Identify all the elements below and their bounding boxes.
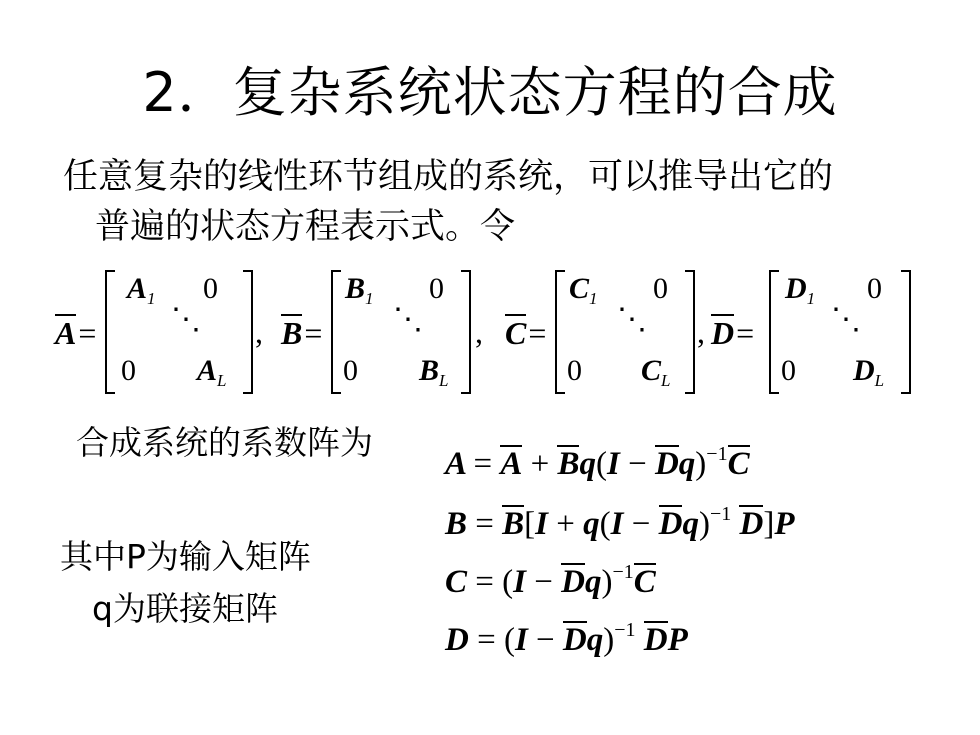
matrix-d-zero-top: 0 bbox=[867, 272, 882, 305]
matrix-c-zero-bottom: 0 bbox=[567, 354, 582, 387]
matrix-a-zero-top: 0 bbox=[203, 272, 218, 305]
intro-line-1: 任意复杂的线性环节组成的系统，可以推导出它的 bbox=[63, 157, 834, 197]
intro-line-2: 普遍的状态方程表示式。令 bbox=[95, 207, 516, 247]
intro-text bbox=[63, 152, 833, 252]
matrix-c bbox=[555, 262, 695, 402]
formula-b: $B = B[I + q(I - Dq)^{-1}$ D]P bbox=[445, 503, 795, 542]
matrix-b-separator: , bbox=[475, 314, 483, 350]
matrix-c-lhs: C= bbox=[505, 315, 547, 351]
connection-matrix-label: q为联接矩阵 bbox=[92, 589, 278, 628]
matrix-a-separator: , bbox=[255, 314, 263, 350]
matrix-c-separator: , bbox=[697, 314, 705, 350]
matrix-b-ddots: ⋱ bbox=[393, 302, 423, 337]
matrix-definitions bbox=[55, 262, 925, 402]
matrix-d-ddots: ⋱ bbox=[831, 302, 861, 337]
formula-d: $D = (I - Dq)^{-1}$ DP bbox=[445, 619, 688, 658]
matrix-c-zero-top: 0 bbox=[653, 272, 668, 305]
matrix-a-lhs: A= bbox=[55, 315, 97, 351]
matrix-c-ddots: ⋱ bbox=[617, 302, 647, 337]
matrix-b bbox=[331, 262, 471, 402]
coef-matrix-label: 合成系统的系数阵为 bbox=[76, 423, 373, 462]
matrix-a bbox=[105, 262, 253, 402]
matrix-d bbox=[769, 262, 911, 402]
formula-c: $C = (I - Dq)^{-1}C$ bbox=[445, 561, 656, 600]
matrix-b-top-left: $B_1$ bbox=[345, 272, 374, 308]
matrix-b-lhs: B= bbox=[281, 315, 323, 351]
matrix-d-bottom-right: $D_L$ bbox=[853, 354, 885, 390]
input-matrix-label: 其中P为输入矩阵 bbox=[60, 537, 311, 576]
matrix-d-top-left: $D_1$ bbox=[785, 272, 816, 308]
matrix-c-top-left: $C_1$ bbox=[569, 272, 598, 308]
matrix-b-zero-bottom: 0 bbox=[343, 354, 358, 387]
matrix-d-lhs: D= bbox=[711, 315, 755, 351]
matrix-b-bottom-right: $B_L$ bbox=[419, 354, 449, 390]
matrix-d-zero-bottom: 0 bbox=[781, 354, 796, 387]
formula-a: $A = A + Bq(I - Dq)^{-1}C$ bbox=[445, 443, 750, 482]
matrix-b-zero-top: 0 bbox=[429, 272, 444, 305]
matrix-a-top-left: $A_1$ bbox=[127, 272, 156, 308]
slide-title: 2．复杂系统状态方程的合成 bbox=[142, 61, 838, 124]
matrix-a-zero-bottom: 0 bbox=[121, 354, 136, 387]
matrix-a-bottom-right: $A_L$ bbox=[197, 354, 227, 390]
matrix-c-bottom-right: $C_L$ bbox=[641, 354, 671, 390]
matrix-a-ddots: ⋱ bbox=[171, 302, 201, 337]
